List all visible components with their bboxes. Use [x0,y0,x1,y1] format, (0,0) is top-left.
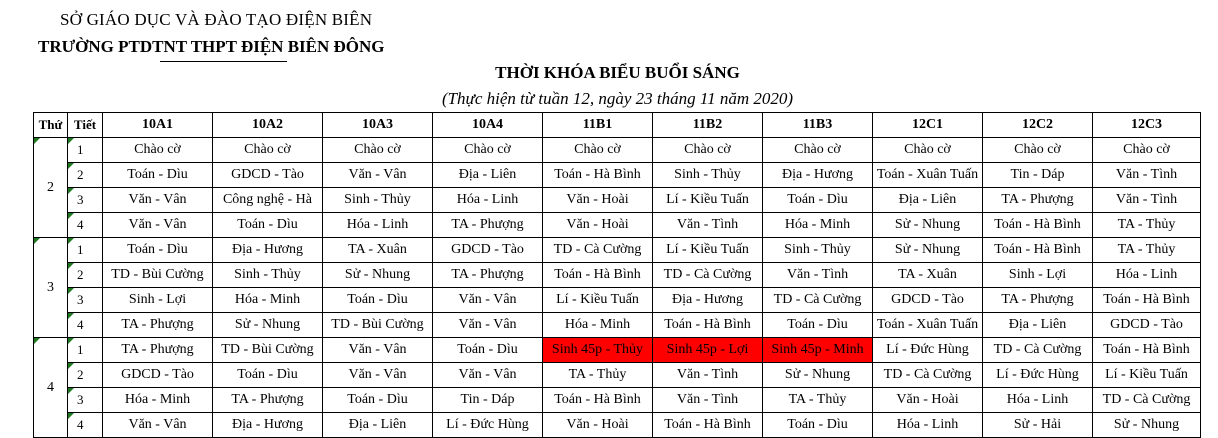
class-header: 11B2 [653,113,763,138]
lesson-cell: Sử - Nhung [763,363,873,388]
lesson-cell: Văn - Hoài [543,413,653,438]
lesson-cell: Hóa - Linh [323,213,433,238]
lesson-cell: TA - Thủy [763,388,873,413]
timetable-subtitle: (Thực hiện từ tuần 12, ngày 23 tháng 11 năm 2020) [441,89,794,108]
lesson-cell: Chào cờ [653,138,763,163]
lesson-cell: Văn - Vân [323,163,433,188]
lesson-cell: TA - Xuân [323,238,433,263]
lesson-cell: Văn - Vân [433,288,543,313]
lesson-cell: Văn - Tình [763,263,873,288]
period-cell: 4 [68,313,103,338]
lesson-cell: TA - Phượng [103,313,213,338]
lesson-cell: Toán - Dìu [213,213,323,238]
lesson-cell: Toán - Dìu [103,163,213,188]
lesson-cell: Chào cờ [763,138,873,163]
lesson-cell: Văn - Vân [103,413,213,438]
lesson-cell: Địa - Hương [653,288,763,313]
lesson-cell: TA - Phượng [433,213,543,238]
lesson-cell: Toán - Dìu [433,338,543,363]
lesson-cell: Hóa - Linh [983,388,1093,413]
lesson-cell: Toán - Hà Bình [983,213,1093,238]
lesson-cell: Sinh - Thủy [213,263,323,288]
lesson-cell: Hóa - Linh [433,188,543,213]
class-header: 12C3 [1093,113,1201,138]
lesson-cell: Toán - Hà Bình [983,238,1093,263]
lesson-cell: TA - Phượng [983,188,1093,213]
lesson-cell: Toán - Dìu [763,188,873,213]
period-cell: 4 [68,413,103,438]
lesson-cell: Chào cờ [213,138,323,163]
lesson-cell: Hóa - Linh [873,413,983,438]
class-header: 10A2 [213,113,323,138]
lesson-cell: TA - Phượng [103,338,213,363]
class-header: 10A1 [103,113,213,138]
class-header: 11B3 [763,113,873,138]
lesson-cell: TD - Bùi Cường [213,338,323,363]
lesson-cell: Toán - Dìu [323,288,433,313]
lesson-cell: Văn - Hoài [543,213,653,238]
lesson-cell: GDCD - Tào [213,163,323,188]
timetable-title: THỜI KHÓA BIỂU BUỔI SÁNG [495,63,740,82]
lesson-cell: TD - Cà Cường [983,338,1093,363]
lesson-cell: Văn - Vân [323,363,433,388]
table-row [34,213,1201,238]
lesson-cell: Chào cờ [543,138,653,163]
lesson-cell: TD - Bùi Cường [103,263,213,288]
lesson-cell: Văn - Vân [323,338,433,363]
period-column-header: Tiết [68,113,103,138]
class-header: 10A4 [433,113,543,138]
day-cell: 3 [34,238,68,338]
lesson-cell: Sử - Nhung [323,263,433,288]
lesson-cell: Địa - Liên [323,413,433,438]
lesson-cell: Văn - Vân [103,188,213,213]
lesson-cell: TA - Thủy [1093,238,1201,263]
lesson-cell: Địa - Hương [213,238,323,263]
period-cell: 3 [68,388,103,413]
table-row [34,363,1201,388]
class-header: 11B1 [543,113,653,138]
period-cell: 1 [68,138,103,163]
lesson-cell: Hóa - Minh [213,288,323,313]
lesson-cell: GDCD - Tào [433,238,543,263]
lesson-cell: Địa - Liên [433,163,543,188]
table-row [34,263,1201,288]
lesson-cell: Văn - Tình [653,213,763,238]
lesson-cell: Lí - Đức Hùng [433,413,543,438]
lesson-cell: TA - Phượng [213,388,323,413]
lesson-cell: Sinh - Thủy [653,163,763,188]
lesson-cell: Văn - Tình [653,363,763,388]
lesson-cell: Sử - Nhung [1093,413,1201,438]
lesson-cell: TD - Cà Cường [653,263,763,288]
lesson-cell: Toán - Hà Bình [543,163,653,188]
lesson-cell: Sử - Hải [983,413,1093,438]
lesson-cell: Toán - Xuân Tuấn [873,163,983,188]
lesson-cell: Địa - Hương [763,163,873,188]
lesson-cell: TA - Phượng [983,288,1093,313]
lesson-cell: Sinh - Thủy [323,188,433,213]
lesson-cell: TD - Cà Cường [763,288,873,313]
lesson-cell: Lí - Kiều Tuấn [653,188,763,213]
lesson-cell: TD - Bùi Cường [323,313,433,338]
day-column-header: Thứ [34,113,68,138]
lesson-cell: Sử - Nhung [873,213,983,238]
lesson-cell: TA - Xuân [873,263,983,288]
lesson-cell: Sinh - Lợi [983,263,1093,288]
lesson-cell: TA - Phượng [433,263,543,288]
period-cell: 2 [68,363,103,388]
period-cell: 3 [68,288,103,313]
lesson-cell: Toán - Xuân Tuấn [873,313,983,338]
timetable [33,112,1201,438]
lesson-cell: Văn - Tình [653,388,763,413]
table-row [34,238,1201,263]
lesson-cell: Chào cờ [433,138,543,163]
lesson-cell: Toán - Dìu [103,238,213,263]
lesson-cell: TA - Thủy [543,363,653,388]
lesson-cell: Địa - Liên [983,313,1093,338]
class-header: 10A3 [323,113,433,138]
lesson-cell: GDCD - Tào [103,363,213,388]
lesson-cell: Chào cờ [103,138,213,163]
period-cell: 2 [68,163,103,188]
period-cell: 3 [68,188,103,213]
lesson-cell: Văn - Tình [1093,188,1201,213]
lesson-cell: Chào cờ [983,138,1093,163]
lesson-cell: TD - Cà Cường [543,238,653,263]
period-cell: 1 [68,338,103,363]
lesson-cell: Toán - Dìu [323,388,433,413]
lesson-cell: Toán - Hà Bình [543,263,653,288]
header-row [34,113,1201,138]
day-cell: 2 [34,138,68,238]
lesson-cell: Chào cờ [323,138,433,163]
lesson-cell: Lí - Đức Hùng [983,363,1093,388]
lesson-cell: Sinh 45p - Minh [763,338,873,363]
period-cell: 1 [68,238,103,263]
lesson-cell: Sinh - Lợi [103,288,213,313]
lesson-cell: Văn - Vân [103,213,213,238]
lesson-cell: Địa - Liên [873,188,983,213]
lesson-cell: Hóa - Minh [763,213,873,238]
lesson-cell: Toán - Dìu [213,363,323,388]
table-row [34,338,1201,363]
period-cell: 4 [68,213,103,238]
lesson-cell: Địa - Hương [213,413,323,438]
table-row [34,288,1201,313]
lesson-cell: Văn - Hoài [873,388,983,413]
lesson-cell: Toán - Hà Bình [543,388,653,413]
class-header: 12C1 [873,113,983,138]
school-name: TRƯỜNG PTDTNT THPT ĐIỆN BIÊN ĐÔNG [38,37,385,56]
lesson-cell: Công nghệ - Hà [213,188,323,213]
lesson-cell: Hóa - Linh [1093,263,1201,288]
lesson-cell: Hóa - Minh [543,313,653,338]
lesson-cell: Sinh 45p - Lợi [653,338,763,363]
lesson-cell: Tin - Dáp [433,388,543,413]
table-row [34,138,1201,163]
lesson-cell: Văn - Tình [1093,163,1201,188]
class-header: 12C2 [983,113,1093,138]
lesson-cell: Chào cờ [1093,138,1201,163]
lesson-cell: Sử - Nhung [873,238,983,263]
lesson-cell: Văn - Vân [433,313,543,338]
table-row [34,188,1201,213]
lesson-cell: Sinh - Thủy [763,238,873,263]
lesson-cell: Hóa - Minh [103,388,213,413]
school-underline [160,61,287,62]
lesson-cell: Sử - Nhung [213,313,323,338]
lesson-cell: Lí - Kiều Tuấn [1093,363,1201,388]
lesson-cell: Toán - Dìu [763,413,873,438]
table-row [34,388,1201,413]
lesson-cell: Lí - Đức Hùng [873,338,983,363]
lesson-cell: GDCD - Tào [1093,313,1201,338]
lesson-cell: Tin - Dáp [983,163,1093,188]
lesson-cell: Sinh 45p - Thủy [543,338,653,363]
lesson-cell: Lí - Kiều Tuấn [653,238,763,263]
table-row [34,413,1201,438]
lesson-cell: Văn - Hoài [543,188,653,213]
day-cell: 4 [34,338,68,438]
lesson-cell: TD - Cà Cường [1093,388,1201,413]
lesson-cell: GDCD - Tào [873,288,983,313]
lesson-cell: Toán - Dìu [763,313,873,338]
table-row [34,163,1201,188]
lesson-cell: Toán - Hà Bình [1093,338,1201,363]
lesson-cell: Lí - Kiều Tuấn [543,288,653,313]
department-name: SỞ GIÁO DỤC VÀ ĐÀO TẠO ĐIỆN BIÊN [60,10,373,29]
lesson-cell: Toán - Hà Bình [653,413,763,438]
lesson-cell: Văn - Vân [433,363,543,388]
period-cell: 2 [68,263,103,288]
lesson-cell: TD - Cà Cường [873,363,983,388]
lesson-cell: Toán - Hà Bình [1093,288,1201,313]
lesson-cell: Chào cờ [873,138,983,163]
lesson-cell: TA - Thủy [1093,213,1201,238]
lesson-cell: Toán - Hà Bình [653,313,763,338]
table-row [34,313,1201,338]
